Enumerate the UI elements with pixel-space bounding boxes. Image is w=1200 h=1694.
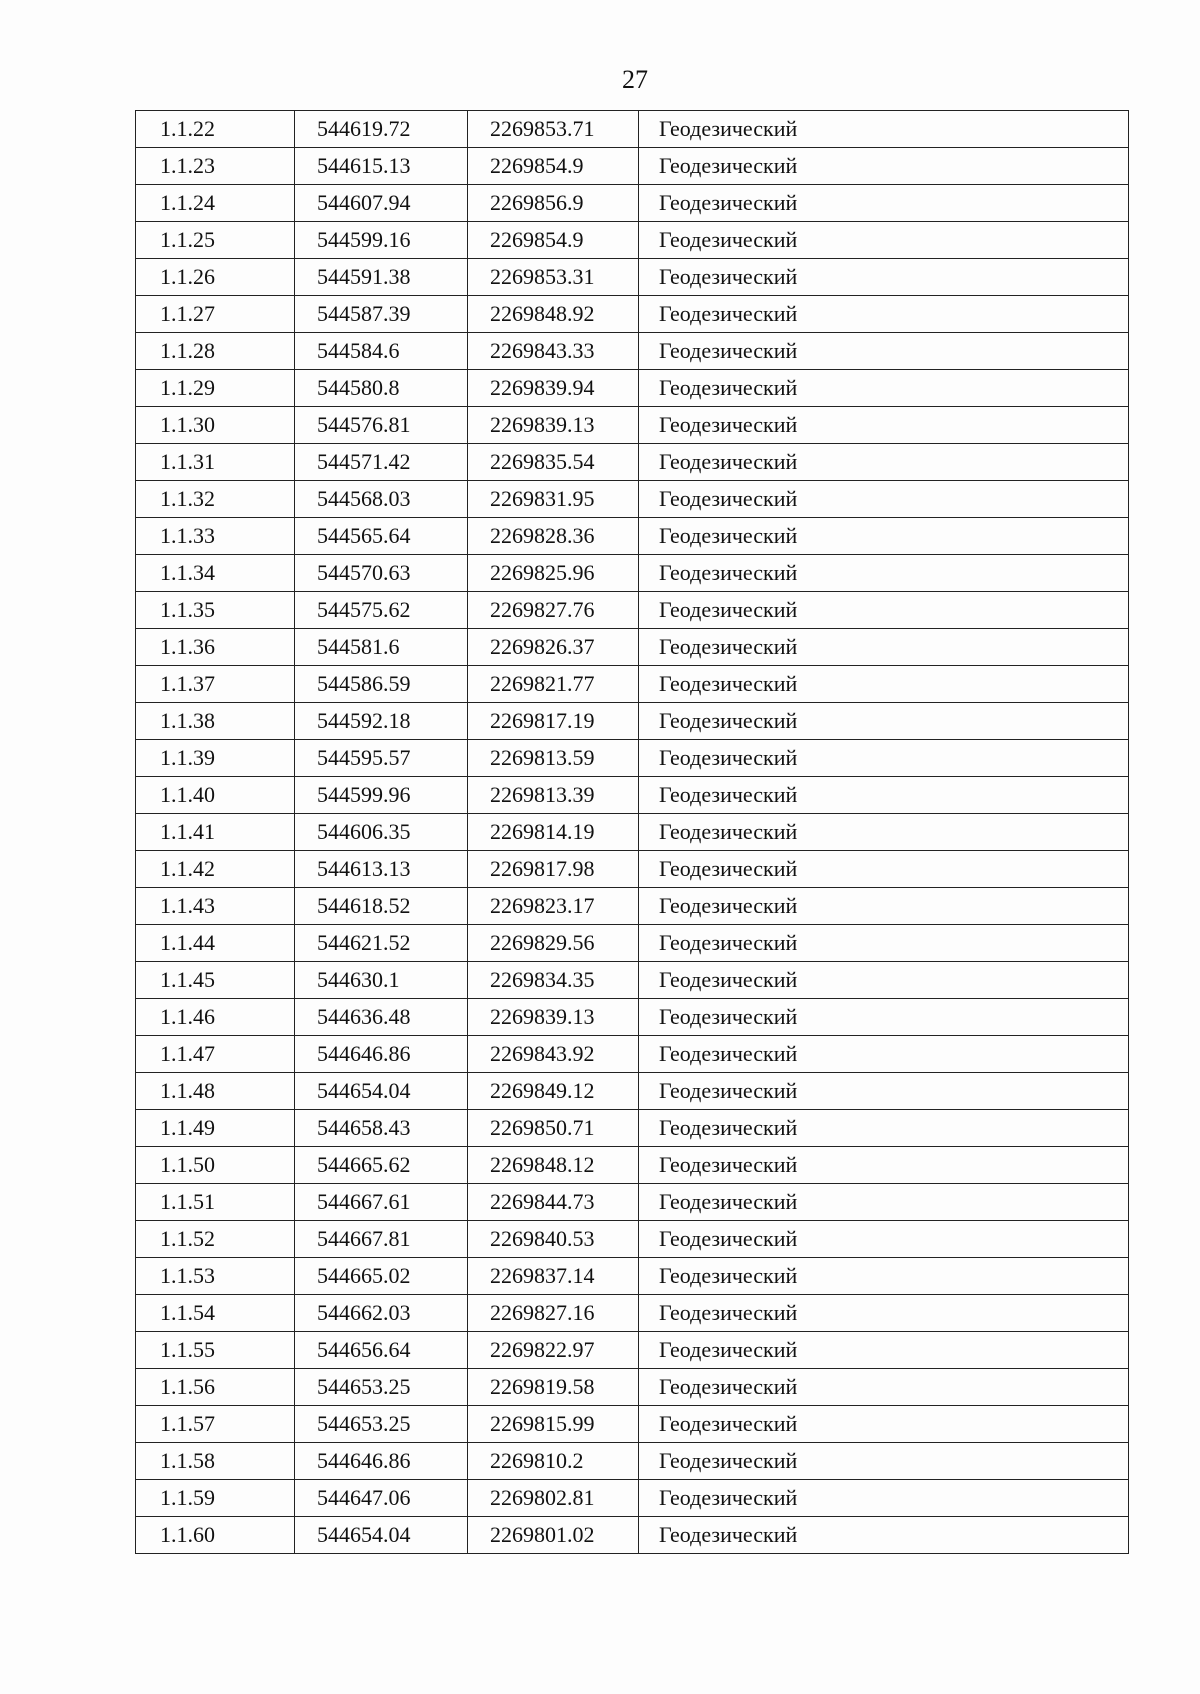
point-id-cell: 1.1.26 (136, 259, 295, 296)
y-coordinate-cell: 2269839.13 (468, 407, 639, 444)
method-cell: Геодезический (639, 592, 1129, 629)
table-row (136, 333, 1129, 370)
table-row (136, 703, 1129, 740)
y-coordinate-cell: 2269817.19 (468, 703, 639, 740)
x-coordinate-cell: 544607.94 (295, 185, 468, 222)
point-id-cell: 1.1.56 (136, 1369, 295, 1406)
x-coordinate-cell: 544586.59 (295, 666, 468, 703)
table-row (136, 777, 1129, 814)
x-coordinate-cell: 544575.62 (295, 592, 468, 629)
table-row (136, 111, 1129, 148)
x-coordinate-cell: 544581.6 (295, 629, 468, 666)
y-coordinate-cell: 2269815.99 (468, 1406, 639, 1443)
x-coordinate-cell: 544618.52 (295, 888, 468, 925)
method-cell: Геодезический (639, 703, 1129, 740)
point-id-cell: 1.1.60 (136, 1517, 295, 1554)
table-row (136, 1073, 1129, 1110)
x-coordinate-cell: 544570.63 (295, 555, 468, 592)
table-row (136, 1517, 1129, 1554)
table-row (136, 222, 1129, 259)
table-row (136, 1147, 1129, 1184)
point-id-cell: 1.1.45 (136, 962, 295, 999)
table-row (136, 444, 1129, 481)
x-coordinate-cell: 544654.04 (295, 1073, 468, 1110)
y-coordinate-cell: 2269827.16 (468, 1295, 639, 1332)
point-id-cell: 1.1.28 (136, 333, 295, 370)
method-cell: Геодезический (639, 1147, 1129, 1184)
point-id-cell: 1.1.37 (136, 666, 295, 703)
method-cell: Геодезический (639, 814, 1129, 851)
y-coordinate-cell: 2269854.9 (468, 148, 639, 185)
x-coordinate-cell: 544613.13 (295, 851, 468, 888)
x-coordinate-cell: 544636.48 (295, 999, 468, 1036)
method-cell: Геодезический (639, 629, 1129, 666)
method-cell: Геодезический (639, 1517, 1129, 1554)
table-row (136, 814, 1129, 851)
x-coordinate-cell: 544658.43 (295, 1110, 468, 1147)
page-number: 27 (622, 65, 648, 94)
x-coordinate-cell: 544584.6 (295, 333, 468, 370)
table-row (136, 1443, 1129, 1480)
point-id-cell: 1.1.41 (136, 814, 295, 851)
x-coordinate-cell: 544571.42 (295, 444, 468, 481)
y-coordinate-cell: 2269829.56 (468, 925, 639, 962)
method-cell: Геодезический (639, 1443, 1129, 1480)
point-id-cell: 1.1.47 (136, 1036, 295, 1073)
y-coordinate-cell: 2269827.76 (468, 592, 639, 629)
method-cell: Геодезический (639, 1295, 1129, 1332)
y-coordinate-cell: 2269854.9 (468, 222, 639, 259)
y-coordinate-cell: 2269848.92 (468, 296, 639, 333)
point-id-cell: 1.1.50 (136, 1147, 295, 1184)
y-coordinate-cell: 2269814.19 (468, 814, 639, 851)
method-cell: Геодезический (639, 1332, 1129, 1369)
table-row (136, 1110, 1129, 1147)
y-coordinate-cell: 2269826.37 (468, 629, 639, 666)
x-coordinate-cell: 544595.57 (295, 740, 468, 777)
x-coordinate-cell: 544565.64 (295, 518, 468, 555)
y-coordinate-cell: 2269802.81 (468, 1480, 639, 1517)
method-cell: Геодезический (639, 296, 1129, 333)
x-coordinate-cell: 544621.52 (295, 925, 468, 962)
point-id-cell: 1.1.54 (136, 1295, 295, 1332)
y-coordinate-cell: 2269848.12 (468, 1147, 639, 1184)
method-cell: Геодезический (639, 407, 1129, 444)
table-row (136, 1221, 1129, 1258)
x-coordinate-cell: 544665.62 (295, 1147, 468, 1184)
y-coordinate-cell: 2269834.35 (468, 962, 639, 999)
point-id-cell: 1.1.42 (136, 851, 295, 888)
table-row (136, 481, 1129, 518)
point-id-cell: 1.1.38 (136, 703, 295, 740)
y-coordinate-cell: 2269801.02 (468, 1517, 639, 1554)
table-row (136, 185, 1129, 222)
y-coordinate-cell: 2269813.59 (468, 740, 639, 777)
point-id-cell: 1.1.49 (136, 1110, 295, 1147)
y-coordinate-cell: 2269853.31 (468, 259, 639, 296)
point-id-cell: 1.1.55 (136, 1332, 295, 1369)
method-cell: Геодезический (639, 1221, 1129, 1258)
table-row (136, 666, 1129, 703)
y-coordinate-cell: 2269856.9 (468, 185, 639, 222)
point-id-cell: 1.1.52 (136, 1221, 295, 1258)
x-coordinate-cell: 544656.64 (295, 1332, 468, 1369)
y-coordinate-cell: 2269839.13 (468, 999, 639, 1036)
x-coordinate-cell: 544587.39 (295, 296, 468, 333)
y-coordinate-cell: 2269840.53 (468, 1221, 639, 1258)
y-coordinate-cell: 2269823.17 (468, 888, 639, 925)
point-id-cell: 1.1.31 (136, 444, 295, 481)
table-row (136, 518, 1129, 555)
x-coordinate-cell: 544647.06 (295, 1480, 468, 1517)
x-coordinate-cell: 544580.8 (295, 370, 468, 407)
y-coordinate-cell: 2269822.97 (468, 1332, 639, 1369)
method-cell: Геодезический (639, 1258, 1129, 1295)
coordinates-table (135, 110, 1129, 1554)
y-coordinate-cell: 2269844.73 (468, 1184, 639, 1221)
table-row (136, 592, 1129, 629)
point-id-cell: 1.1.59 (136, 1480, 295, 1517)
method-cell: Геодезический (639, 925, 1129, 962)
table-row (136, 555, 1129, 592)
point-id-cell: 1.1.34 (136, 555, 295, 592)
method-cell: Геодезический (639, 185, 1129, 222)
y-coordinate-cell: 2269813.39 (468, 777, 639, 814)
table-row (136, 1258, 1129, 1295)
table-row (136, 925, 1129, 962)
point-id-cell: 1.1.48 (136, 1073, 295, 1110)
table-row (136, 1036, 1129, 1073)
x-coordinate-cell: 544665.02 (295, 1258, 468, 1295)
method-cell: Геодезический (639, 518, 1129, 555)
point-id-cell: 1.1.24 (136, 185, 295, 222)
method-cell: Геодезический (639, 777, 1129, 814)
method-cell: Геодезический (639, 740, 1129, 777)
x-coordinate-cell: 544630.1 (295, 962, 468, 999)
y-coordinate-cell: 2269810.2 (468, 1443, 639, 1480)
point-id-cell: 1.1.36 (136, 629, 295, 666)
point-id-cell: 1.1.29 (136, 370, 295, 407)
table-row (136, 148, 1129, 185)
method-cell: Геодезический (639, 666, 1129, 703)
point-id-cell: 1.1.51 (136, 1184, 295, 1221)
table-row (136, 629, 1129, 666)
y-coordinate-cell: 2269849.12 (468, 1073, 639, 1110)
table-row (136, 1295, 1129, 1332)
point-id-cell: 1.1.32 (136, 481, 295, 518)
table-row (136, 259, 1129, 296)
point-id-cell: 1.1.46 (136, 999, 295, 1036)
x-coordinate-cell: 544619.72 (295, 111, 468, 148)
method-cell: Геодезический (639, 222, 1129, 259)
y-coordinate-cell: 2269831.95 (468, 481, 639, 518)
method-cell: Геодезический (639, 333, 1129, 370)
table-row (136, 740, 1129, 777)
x-coordinate-cell: 544653.25 (295, 1369, 468, 1406)
x-coordinate-cell: 544592.18 (295, 703, 468, 740)
x-coordinate-cell: 544568.03 (295, 481, 468, 518)
method-cell: Геодезический (639, 1369, 1129, 1406)
x-coordinate-cell: 544667.61 (295, 1184, 468, 1221)
table-row (136, 370, 1129, 407)
method-cell: Геодезический (639, 1110, 1129, 1147)
point-id-cell: 1.1.30 (136, 407, 295, 444)
x-coordinate-cell: 544646.86 (295, 1443, 468, 1480)
y-coordinate-cell: 2269837.14 (468, 1258, 639, 1295)
y-coordinate-cell: 2269843.33 (468, 333, 639, 370)
y-coordinate-cell: 2269819.58 (468, 1369, 639, 1406)
x-coordinate-cell: 544653.25 (295, 1406, 468, 1443)
x-coordinate-cell: 544667.81 (295, 1221, 468, 1258)
table-row (136, 296, 1129, 333)
point-id-cell: 1.1.43 (136, 888, 295, 925)
method-cell: Геодезический (639, 1073, 1129, 1110)
method-cell: Геодезический (639, 1480, 1129, 1517)
y-coordinate-cell: 2269835.54 (468, 444, 639, 481)
table-row (136, 407, 1129, 444)
point-id-cell: 1.1.53 (136, 1258, 295, 1295)
method-cell: Геодезический (639, 148, 1129, 185)
x-coordinate-cell: 544599.16 (295, 222, 468, 259)
x-coordinate-cell: 544646.86 (295, 1036, 468, 1073)
coordinates-table-body (136, 111, 1129, 1554)
method-cell: Геодезический (639, 259, 1129, 296)
table-row (136, 851, 1129, 888)
table-row (136, 1480, 1129, 1517)
y-coordinate-cell: 2269817.98 (468, 851, 639, 888)
method-cell: Геодезический (639, 999, 1129, 1036)
point-id-cell: 1.1.22 (136, 111, 295, 148)
method-cell: Геодезический (639, 111, 1129, 148)
x-coordinate-cell: 544606.35 (295, 814, 468, 851)
x-coordinate-cell: 544599.96 (295, 777, 468, 814)
point-id-cell: 1.1.40 (136, 777, 295, 814)
x-coordinate-cell: 544615.13 (295, 148, 468, 185)
method-cell: Геодезический (639, 888, 1129, 925)
point-id-cell: 1.1.25 (136, 222, 295, 259)
method-cell: Геодезический (639, 444, 1129, 481)
y-coordinate-cell: 2269825.96 (468, 555, 639, 592)
y-coordinate-cell: 2269839.94 (468, 370, 639, 407)
point-id-cell: 1.1.23 (136, 148, 295, 185)
method-cell: Геодезический (639, 1406, 1129, 1443)
table-row (136, 962, 1129, 999)
x-coordinate-cell: 544662.03 (295, 1295, 468, 1332)
method-cell: Геодезический (639, 851, 1129, 888)
table-row (136, 1369, 1129, 1406)
table-row (136, 999, 1129, 1036)
point-id-cell: 1.1.33 (136, 518, 295, 555)
table-row (136, 1406, 1129, 1443)
method-cell: Геодезический (639, 1036, 1129, 1073)
method-cell: Геодезический (639, 370, 1129, 407)
y-coordinate-cell: 2269843.92 (468, 1036, 639, 1073)
point-id-cell: 1.1.44 (136, 925, 295, 962)
point-id-cell: 1.1.57 (136, 1406, 295, 1443)
point-id-cell: 1.1.58 (136, 1443, 295, 1480)
point-id-cell: 1.1.35 (136, 592, 295, 629)
x-coordinate-cell: 544591.38 (295, 259, 468, 296)
method-cell: Геодезический (639, 1184, 1129, 1221)
table-row (136, 1332, 1129, 1369)
table-row (136, 1184, 1129, 1221)
method-cell: Геодезический (639, 555, 1129, 592)
table-row (136, 888, 1129, 925)
y-coordinate-cell: 2269853.71 (468, 111, 639, 148)
y-coordinate-cell: 2269821.77 (468, 666, 639, 703)
x-coordinate-cell: 544576.81 (295, 407, 468, 444)
method-cell: Геодезический (639, 481, 1129, 518)
y-coordinate-cell: 2269828.36 (468, 518, 639, 555)
x-coordinate-cell: 544654.04 (295, 1517, 468, 1554)
method-cell: Геодезический (639, 962, 1129, 999)
y-coordinate-cell: 2269850.71 (468, 1110, 639, 1147)
point-id-cell: 1.1.39 (136, 740, 295, 777)
point-id-cell: 1.1.27 (136, 296, 295, 333)
